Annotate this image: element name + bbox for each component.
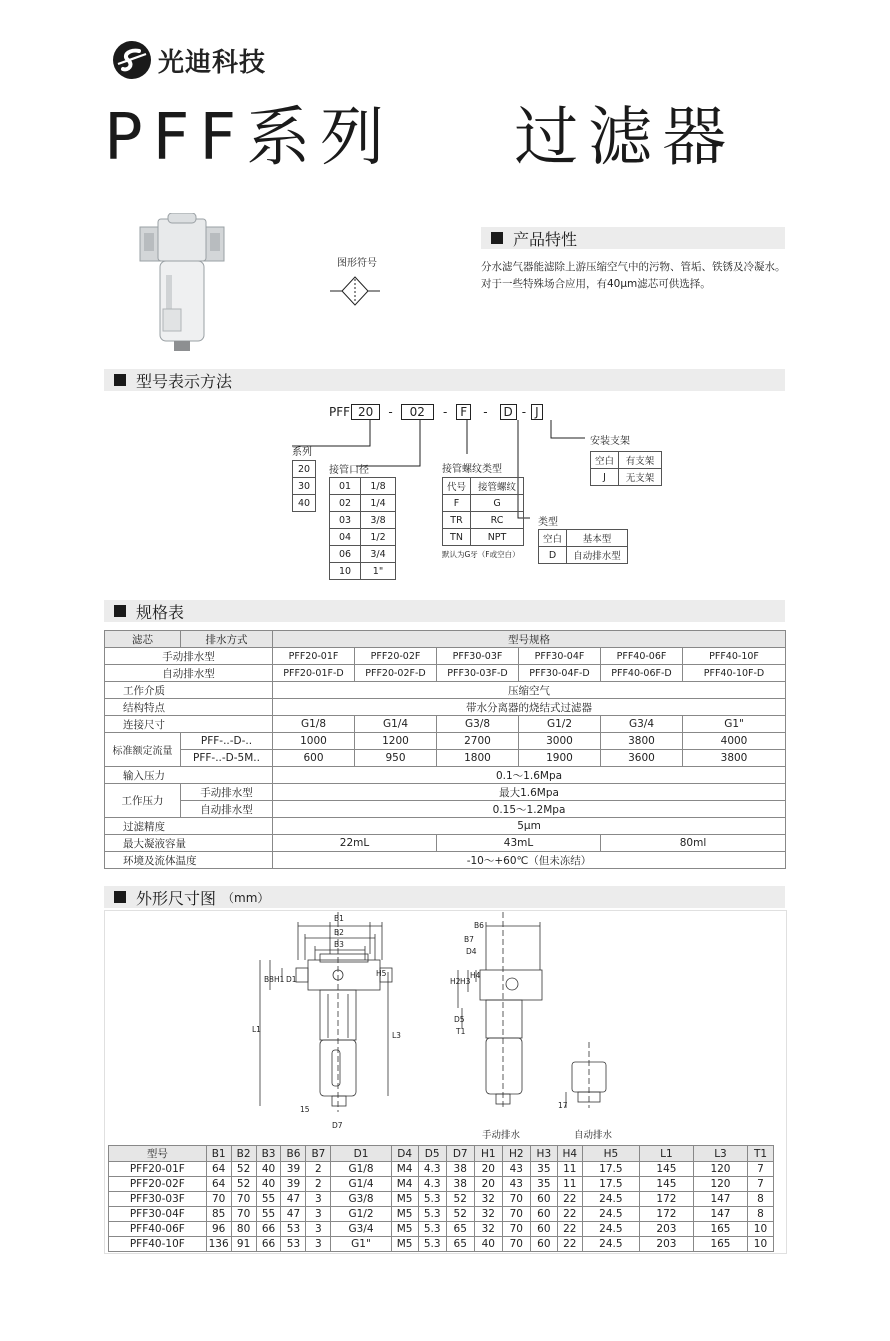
- dimension-value-cell: 136: [206, 1237, 231, 1252]
- bracket-table: [590, 451, 662, 486]
- dimension-header-cell: H5: [582, 1146, 639, 1162]
- bracket-label: 安装支架: [590, 436, 630, 447]
- dimension-value-cell: 7: [747, 1177, 773, 1192]
- spec-flow-b: 3600: [601, 750, 683, 767]
- label-h3: H3: [460, 977, 471, 986]
- dimension-value-cell: 2: [306, 1162, 331, 1177]
- spec-flow-b: 600: [273, 750, 355, 767]
- dimension-value-cell: 8: [747, 1207, 773, 1222]
- dimension-value-cell: 32: [474, 1222, 502, 1237]
- dimension-value-cell: G3/4: [331, 1222, 391, 1237]
- dimension-value-cell: 70: [502, 1192, 530, 1207]
- dimension-header-cell: L3: [693, 1146, 747, 1162]
- dimension-value-cell: 5.3: [418, 1222, 446, 1237]
- dimensions-heading: 外形尺寸图 （mm）: [104, 886, 785, 908]
- dimension-value-cell: 203: [639, 1222, 693, 1237]
- dimension-header-cell: B1: [206, 1146, 231, 1162]
- dimension-value-cell: 39: [281, 1177, 306, 1192]
- code-dash: -: [388, 405, 393, 419]
- spec-structure-value: 带水分离器的烧结式过滤器: [273, 699, 786, 716]
- dimension-value-cell: 52: [446, 1192, 474, 1207]
- dimension-value-cell: 32: [474, 1192, 502, 1207]
- dimension-value-cell: 66: [256, 1222, 281, 1237]
- dimension-value-cell: 60: [530, 1192, 557, 1207]
- dimension-header-cell: T1: [747, 1146, 773, 1162]
- dimension-value-cell: 40: [474, 1237, 502, 1252]
- dimension-value-cell: 147: [693, 1207, 747, 1222]
- dimension-value-cell: 172: [639, 1207, 693, 1222]
- table-row: [109, 1207, 774, 1222]
- label-b2: B2: [334, 928, 344, 937]
- dimension-value-cell: 172: [639, 1192, 693, 1207]
- dimension-value-cell: 52: [446, 1207, 474, 1222]
- dimension-header-cell: B3: [256, 1146, 281, 1162]
- page-title: [104, 86, 736, 178]
- thread-label: 接管螺纹类型: [442, 464, 502, 475]
- spec-capacity-value: 80ml: [601, 835, 786, 852]
- filter-symbol-icon: [330, 274, 380, 308]
- dimension-model-cell: PFF20-02F: [109, 1177, 207, 1192]
- dimension-value-cell: 66: [256, 1237, 281, 1252]
- spec-inpress-label: 输入压力: [105, 767, 273, 784]
- port-size: 1/8: [361, 478, 396, 495]
- dimension-value-cell: 11: [557, 1177, 582, 1192]
- dimension-value-cell: 85: [206, 1207, 231, 1222]
- dimension-value-cell: 10: [747, 1237, 773, 1252]
- dimension-header-cell: B6: [281, 1146, 306, 1162]
- label-h1: H1: [274, 975, 285, 984]
- type-table: [538, 529, 628, 564]
- dimension-model-cell: PFF20-01F: [109, 1162, 207, 1177]
- dimension-value-cell: 47: [281, 1207, 306, 1222]
- thread-code: F: [443, 495, 471, 512]
- label-b8: B8: [264, 975, 274, 984]
- port-code: 03: [330, 512, 361, 529]
- spec-manual-model: PFF30-04F: [519, 648, 601, 665]
- dimension-value-cell: 203: [639, 1237, 693, 1252]
- label-b7: B7: [464, 935, 474, 944]
- spec-capacity-value: 43mL: [437, 835, 601, 852]
- code-dash: -: [483, 405, 488, 419]
- thread-type: 接管螺纹: [471, 478, 524, 495]
- brand-logo: [112, 40, 266, 80]
- spec-flow-a: 2700: [437, 733, 519, 750]
- thread-type: G: [471, 495, 524, 512]
- thread-table: [442, 477, 524, 546]
- code-series: 20: [351, 404, 380, 420]
- dimension-value-cell: M5: [391, 1237, 418, 1252]
- dimension-value-cell: M5: [391, 1222, 418, 1237]
- table-row: [109, 1222, 774, 1237]
- title-series: PFF系列: [104, 101, 395, 175]
- thread-type: NPT: [471, 529, 524, 546]
- dimension-value-cell: 24.5: [582, 1192, 639, 1207]
- features-heading: 产品特性: [481, 227, 785, 249]
- dimension-value-cell: 40: [256, 1162, 281, 1177]
- spec-heading: 规格表: [104, 600, 785, 622]
- dimension-value-cell: 120: [693, 1162, 747, 1177]
- dimension-value-cell: 55: [256, 1192, 281, 1207]
- dimension-value-cell: 47: [281, 1192, 306, 1207]
- bracket-name: 有支架: [619, 452, 662, 469]
- port-table: [329, 477, 396, 580]
- dimension-value-cell: 35: [530, 1177, 557, 1192]
- code-thread: F: [456, 404, 471, 420]
- dimension-value-cell: 53: [281, 1237, 306, 1252]
- spec-h-drain: 排水方式: [181, 631, 273, 648]
- spec-temp-label: 环境及流体温度: [105, 852, 273, 869]
- spec-flow-b: 1900: [519, 750, 601, 767]
- series-value: 20: [293, 461, 316, 478]
- dimension-value-cell: 24.5: [582, 1237, 639, 1252]
- code-prefix: PFF: [329, 405, 351, 419]
- dimension-value-cell: 35: [530, 1162, 557, 1177]
- spec-manual-label: 手动排水型: [105, 648, 273, 665]
- spec-auto-model: PFF30-04F-D: [519, 665, 601, 682]
- spec-conn-value: G1/4: [355, 716, 437, 733]
- label-h5: H5: [376, 969, 387, 978]
- port-size: 1/2: [361, 529, 396, 546]
- dimension-value-cell: 22: [557, 1237, 582, 1252]
- table-row: [109, 1162, 774, 1177]
- spec-precision-label: 过滤精度: [105, 818, 273, 835]
- spec-conn-value: G1": [683, 716, 786, 733]
- spec-flow-b: 1800: [437, 750, 519, 767]
- spec-workpress-label: 工作压力: [105, 784, 181, 818]
- label-l3: L3: [392, 1031, 401, 1040]
- dimension-value-cell: 20: [474, 1177, 502, 1192]
- port-label: 接管口径: [329, 465, 369, 476]
- spec-h-filter: 滤芯: [105, 631, 181, 648]
- dimension-header-cell: D1: [331, 1146, 391, 1162]
- dimension-value-cell: 70: [502, 1207, 530, 1222]
- dimension-value-cell: 145: [639, 1177, 693, 1192]
- thread-code: 代号: [443, 478, 471, 495]
- dimension-value-cell: 43: [502, 1177, 530, 1192]
- port-size: 1/4: [361, 495, 396, 512]
- dimension-header-cell: H1: [474, 1146, 502, 1162]
- dimension-value-cell: 4.3: [418, 1162, 446, 1177]
- dimension-table: [108, 1145, 774, 1252]
- spec-conn-value: G1/2: [519, 716, 601, 733]
- dimension-value-cell: 3: [306, 1237, 331, 1252]
- spec-flow-a: 1000: [273, 733, 355, 750]
- spec-capacity-label: 最大凝液容量: [105, 835, 273, 852]
- label-b1: B1: [334, 914, 344, 923]
- thread-code: TR: [443, 512, 471, 529]
- table-row: [109, 1237, 774, 1252]
- dimension-value-cell: 24.5: [582, 1222, 639, 1237]
- dimension-value-cell: M4: [391, 1162, 418, 1177]
- filter-product-image: [134, 213, 230, 353]
- dimension-value-cell: 64: [206, 1177, 231, 1192]
- port-code: 01: [330, 478, 361, 495]
- dimension-value-cell: 147: [693, 1192, 747, 1207]
- dimension-value-cell: 22: [557, 1222, 582, 1237]
- spec-temp-value: -10～+60℃（但未冻结）: [273, 852, 786, 869]
- dimension-value-cell: 8: [747, 1192, 773, 1207]
- spec-manual-model: PFF20-02F: [355, 648, 437, 665]
- manual-drain-label: 手动排水: [482, 1130, 521, 1141]
- dimension-value-cell: 7: [747, 1162, 773, 1177]
- spec-h-model: 型号规格: [273, 631, 786, 648]
- label-d5: D5: [454, 1015, 465, 1024]
- code-port: 02: [401, 404, 434, 420]
- dimension-drawings: [250, 912, 630, 1142]
- dimension-value-cell: 91: [231, 1237, 256, 1252]
- spec-auto-model: PFF40-06F-D: [601, 665, 683, 682]
- spec-flow-a: 3000: [519, 733, 601, 750]
- port-size: 3/8: [361, 512, 396, 529]
- bracket-code: 空白: [591, 452, 619, 469]
- label-b6: B6: [474, 921, 484, 930]
- dimension-value-cell: 20: [474, 1162, 502, 1177]
- spec-conn-value: G3/8: [437, 716, 519, 733]
- bracket-name: 无支架: [619, 469, 662, 486]
- s-swirl-logo-icon: [112, 40, 152, 80]
- title-product: 过滤器: [514, 101, 737, 175]
- port-code: 06: [330, 546, 361, 563]
- spec-auto-model: PFF30-03F-D: [437, 665, 519, 682]
- dimension-header-cell: H2: [502, 1146, 530, 1162]
- dimension-value-cell: 32: [474, 1207, 502, 1222]
- spec-conn-value: G1/8: [273, 716, 355, 733]
- spec-wp-manual-label: 手动排水型: [181, 784, 273, 801]
- code-bracket: J: [531, 404, 543, 420]
- port-code: 10: [330, 563, 361, 580]
- dimension-value-cell: 96: [206, 1222, 231, 1237]
- spec-flow-a: 1200: [355, 733, 437, 750]
- dimension-header-cell: 型号: [109, 1146, 207, 1162]
- label-t1: T1: [456, 1027, 466, 1036]
- spec-conn-label: 连接尺寸: [105, 716, 273, 733]
- port-size: 3/4: [361, 546, 396, 563]
- spec-wp-auto-label: 自动排水型: [181, 801, 273, 818]
- dimension-value-cell: G1": [331, 1237, 391, 1252]
- type-code: 空白: [539, 530, 567, 547]
- dimension-model-cell: PFF40-10F: [109, 1237, 207, 1252]
- brand-name: 光迪科技: [158, 47, 267, 78]
- series-label: 系列: [292, 447, 312, 458]
- dimension-value-cell: 22: [557, 1207, 582, 1222]
- dimension-value-cell: M5: [391, 1192, 418, 1207]
- label-h4: H4: [470, 971, 481, 980]
- dimension-value-cell: 10: [747, 1222, 773, 1237]
- spec-conn-value: G3/4: [601, 716, 683, 733]
- spec-flow-label: 标准额定流量: [105, 733, 181, 767]
- code-dash: -: [521, 405, 527, 419]
- dimension-value-cell: G1/4: [331, 1177, 391, 1192]
- dimension-value-cell: 55: [256, 1207, 281, 1222]
- type-name: 基本型: [567, 530, 628, 547]
- dimension-header-cell: L1: [639, 1146, 693, 1162]
- dimension-value-cell: G1/2: [331, 1207, 391, 1222]
- dimension-value-cell: 145: [639, 1162, 693, 1177]
- dimension-value-cell: G3/8: [331, 1192, 391, 1207]
- dimension-value-cell: 65: [446, 1237, 474, 1252]
- spec-manual-model: PFF40-10F: [683, 648, 786, 665]
- spec-wp-manual-value: 最大1.6Mpa: [273, 784, 786, 801]
- dimension-value-cell: 60: [530, 1207, 557, 1222]
- dimension-value-cell: 38: [446, 1162, 474, 1177]
- dimension-value-cell: 5.3: [418, 1192, 446, 1207]
- port-code: 04: [330, 529, 361, 546]
- spec-flow-b: 950: [355, 750, 437, 767]
- feature-line: 对于一些特殊场合应用，有40μm滤芯可供选择。: [481, 278, 711, 290]
- spec-medium-label: 工作介质: [105, 682, 273, 699]
- spec-medium-value: 压缩空气: [273, 682, 786, 699]
- dimension-value-cell: 60: [530, 1237, 557, 1252]
- label-d7: D7: [332, 1121, 343, 1130]
- dimension-value-cell: 3: [306, 1207, 331, 1222]
- symbol-label: 图形符号: [337, 258, 377, 269]
- dimension-value-cell: 24.5: [582, 1207, 639, 1222]
- dimension-header-cell: H4: [557, 1146, 582, 1162]
- spec-auto-model: PFF20-02F-D: [355, 665, 437, 682]
- dimension-header-cell: D5: [418, 1146, 446, 1162]
- dimension-value-cell: 43: [502, 1162, 530, 1177]
- spec-table: [104, 630, 786, 869]
- dimension-value-cell: 4.3: [418, 1177, 446, 1192]
- dimension-value-cell: M5: [391, 1207, 418, 1222]
- dimension-value-cell: 120: [693, 1177, 747, 1192]
- dimension-value-cell: 165: [693, 1222, 747, 1237]
- dimension-header-cell: H3: [530, 1146, 557, 1162]
- spec-flow-a-label: PFF-..-D-..: [181, 733, 273, 750]
- port-size: 1": [361, 563, 396, 580]
- type-name: 自动排水型: [567, 547, 628, 564]
- dimension-value-cell: 5.3: [418, 1207, 446, 1222]
- spec-auto-model: PFF20-01F-D: [273, 665, 355, 682]
- features-text: [481, 259, 786, 293]
- feature-line: 分水滤气器能滤除上游压缩空气中的污物、管垢、铁锈及冷凝水。: [481, 261, 786, 273]
- dimension-value-cell: 5.3: [418, 1237, 446, 1252]
- dimension-header-row: [109, 1146, 774, 1162]
- label-d4: D4: [466, 947, 477, 956]
- bracket-code: J: [591, 469, 619, 486]
- label-l1: L1: [252, 1025, 261, 1034]
- dimension-value-cell: 17.5: [582, 1177, 639, 1192]
- label-h2: H2: [450, 977, 461, 986]
- spec-auto-label: 自动排水型: [105, 665, 273, 682]
- dimension-value-cell: M4: [391, 1177, 418, 1192]
- auto-drain-label: 自动排水: [574, 1130, 613, 1141]
- spec-manual-model: PFF30-03F: [437, 648, 519, 665]
- spec-inpress-value: 0.1～1.6Mpa: [273, 767, 786, 784]
- code-type: D: [500, 404, 517, 420]
- thread-type: RC: [471, 512, 524, 529]
- spec-flow-b-label: PFF-..-D-5M..: [181, 750, 273, 767]
- type-code: D: [539, 547, 567, 564]
- dimension-value-cell: 3: [306, 1192, 331, 1207]
- dimension-header-cell: B2: [231, 1146, 256, 1162]
- dimension-value-cell: 70: [231, 1207, 256, 1222]
- label-17: 17: [558, 1101, 568, 1110]
- dimension-value-cell: 70: [206, 1192, 231, 1207]
- spec-manual-model: PFF20-01F: [273, 648, 355, 665]
- dimension-value-cell: 17.5: [582, 1162, 639, 1177]
- spec-auto-model: PFF40-10F-D: [683, 665, 786, 682]
- dimension-header-cell: D7: [446, 1146, 474, 1162]
- dimension-value-cell: 70: [502, 1237, 530, 1252]
- series-value: 30: [293, 478, 316, 495]
- spec-precision-value: 5μm: [273, 818, 786, 835]
- dimension-value-cell: 70: [502, 1222, 530, 1237]
- series-table: [292, 460, 316, 512]
- dimension-value-cell: 70: [231, 1192, 256, 1207]
- dimension-header-cell: D4: [391, 1146, 418, 1162]
- series-value: 40: [293, 495, 316, 512]
- table-row: [109, 1192, 774, 1207]
- table-row: [109, 1177, 774, 1192]
- type-label: 类型: [538, 517, 558, 528]
- spec-wp-auto-value: 0.15～1.2Mpa: [273, 801, 786, 818]
- port-code: 02: [330, 495, 361, 512]
- dimension-model-cell: PFF40-06F: [109, 1222, 207, 1237]
- spec-structure-label: 结构特点: [105, 699, 273, 716]
- label-d1: D1: [286, 975, 297, 984]
- thread-note: 默认为G牙（F或空白）: [442, 550, 520, 559]
- thread-code: TN: [443, 529, 471, 546]
- spec-flow-a: 3800: [601, 733, 683, 750]
- dimension-value-cell: 40: [256, 1177, 281, 1192]
- dimension-header-cell: B7: [306, 1146, 331, 1162]
- label-b3: B3: [334, 940, 344, 949]
- dimension-value-cell: 11: [557, 1162, 582, 1177]
- dimension-value-cell: 165: [693, 1237, 747, 1252]
- dimension-value-cell: 80: [231, 1222, 256, 1237]
- dimension-value-cell: 3: [306, 1222, 331, 1237]
- dimension-value-cell: 52: [231, 1162, 256, 1177]
- dimension-value-cell: 2: [306, 1177, 331, 1192]
- spec-manual-model: PFF40-06F: [601, 648, 683, 665]
- model-heading: 型号表示方法: [104, 369, 785, 391]
- dimension-value-cell: 65: [446, 1222, 474, 1237]
- dimension-value-cell: 22: [557, 1192, 582, 1207]
- label-15: 15: [300, 1105, 310, 1114]
- spec-capacity-value: 22mL: [273, 835, 437, 852]
- dimension-value-cell: 39: [281, 1162, 306, 1177]
- dimension-value-cell: 53: [281, 1222, 306, 1237]
- dimension-value-cell: 60: [530, 1222, 557, 1237]
- dimension-value-cell: G1/8: [331, 1162, 391, 1177]
- spec-flow-a: 4000: [683, 733, 786, 750]
- dimension-model-cell: PFF30-04F: [109, 1207, 207, 1222]
- dimension-model-cell: PFF30-03F: [109, 1192, 207, 1207]
- code-dash: -: [442, 405, 448, 419]
- dimension-value-cell: 38: [446, 1177, 474, 1192]
- dimension-value-cell: 64: [206, 1162, 231, 1177]
- spec-flow-b: 3800: [683, 750, 786, 767]
- dimension-value-cell: 52: [231, 1177, 256, 1192]
